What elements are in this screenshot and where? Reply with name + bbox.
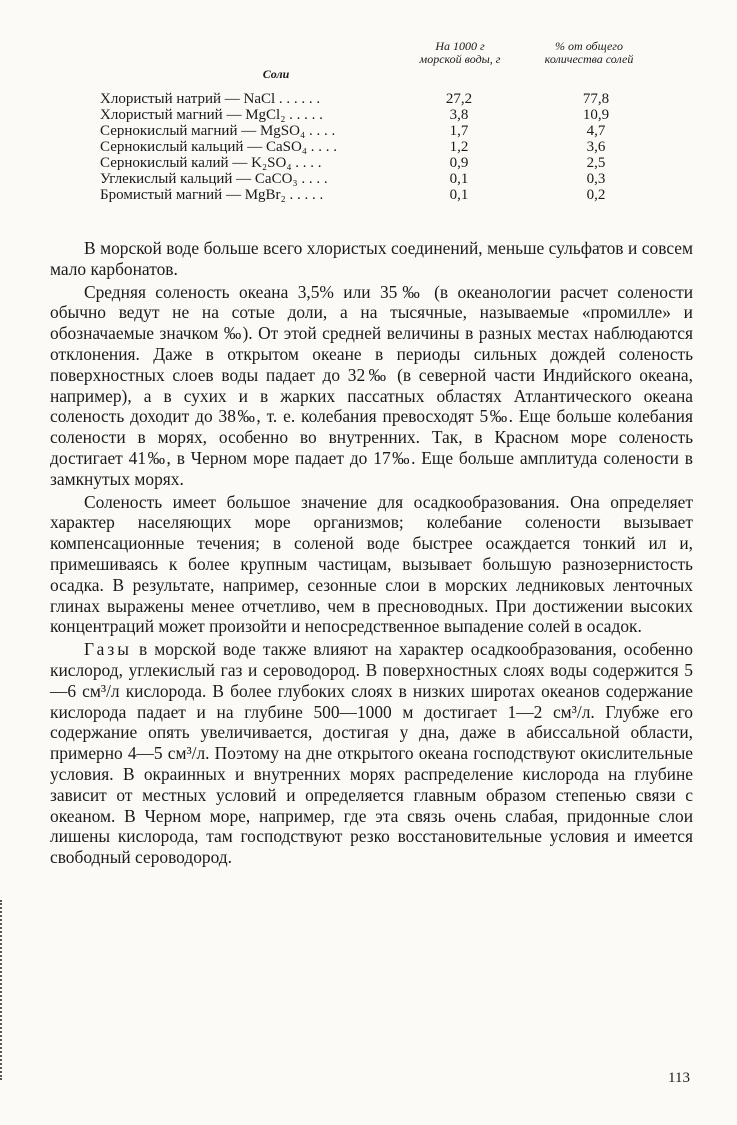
- salt-percent: 3,6: [586, 139, 606, 155]
- table-row: [100, 171, 660, 187]
- salt-name: Сернокислый кальций — CaSO₄ . . . .: [100, 139, 338, 155]
- header-percent: % от общего количества солей: [544, 39, 634, 66]
- paragraph-salinity-significance: Соленость имеет большое значение для осадкообразования. Она определяет характер населяющих море организмов; колебание солености вызывает компенсационные течения; в соленой воде быстрее осаждается тонкий ил и, примешиваясь к более крупным частицам, вызывает большую разнозернистость осадка. В результате, например, сезонные слои в морских ледниковых ленточных глинах выражены менее отчетливо, чем в пресноводных. При достижении высоких концентраций может произойти и непосредственное выпадение солей в осадок.: [50, 491, 693, 637]
- body-text: [50, 238, 693, 870]
- paragraph-gases: [50, 639, 693, 868]
- salt-percent: 4,7: [586, 123, 606, 139]
- salt-percent: 77,8: [582, 91, 610, 107]
- table-row: [100, 139, 660, 155]
- table-row: [100, 107, 660, 123]
- table-row: [100, 187, 660, 203]
- salt-name: Хлористый натрий — NaCl . . . . . .: [100, 91, 321, 107]
- salt-name: Сернокислый магний — MgSO₄ . . . .: [100, 123, 336, 139]
- salt-grams: 0,9: [449, 155, 469, 171]
- salt-grams: 27,2: [445, 91, 473, 107]
- table-row: [100, 123, 660, 139]
- table-row: [100, 91, 660, 107]
- salt-name: Сернокислый калий — K₂SO₄ . . . .: [100, 155, 322, 171]
- salt-grams: 1,2: [449, 139, 469, 155]
- salt-grams: 0,1: [449, 187, 469, 203]
- salt-name: Бромистый магний — MgBr₂ . . . . .: [100, 187, 324, 203]
- salt-percent: 0,2: [586, 187, 606, 203]
- header-grams: На 1000 г морской воды, г: [419, 39, 501, 66]
- salt-grams: 3,8: [449, 107, 469, 123]
- paragraph-composition: В морской воде больше всего хлористых соединений, меньше сульфатов и совсем мало карбонатов.: [50, 238, 693, 279]
- salt-percent: 2,5: [586, 155, 606, 171]
- gases-term: Газы: [84, 639, 132, 660]
- header-salt: Соли: [262, 67, 290, 81]
- paragraph-average-salinity: Средняя соленость океана 3,5% или 35‰ (в океанологии расчет солености обычно ведут не на сотые доли, а на тысячные, называемые «промилле» и обозначаемые значком ‰). От этой средней величины в разных местах наблюдаются отклонения. Даже в открытом океане в периоды сильных дождей соленость поверхностных слоев воды падает до 32‰ (в северной части Индийского океана, например), а в сухих и в жарких пассатных областях Атлантического океана соленость доходит до 38‰, т. е. колебания превосходят 5‰. Еще больше колебания солености в морях, особенно во внутренних. Так, в Красном море соленость достигает 41‰, в Черном море падает до 17‰. Еще больше амплитуда солености в замкнутых морях.: [50, 281, 693, 489]
- gases-text: в морской воде также влияют на характер осадкообразования, особенно кислород, углекислый газ и сероводород. В поверхностных слоях воды содержится 5—6 см³/л кислорода. В более глубоких слоях в низких широтах океанов содержание кислорода падает и на глубине 500—1000 м достигает 1—2 см³/л. Глубже его содержание опять увеличивается, достигая у дна, даже в абиссальной области, примерно 4—5 см³/л. Поэтому на дне открытого океана господствуют окислительные условия. В окраинных и внутренних морях распределение кислорода на глубине зависит от местных условий и определяется главным образом степенью связи с океаном. В Черном море, например, где эта связь очень слабая, придонные слои лишены кислорода, там господствуют резко восстановительные условия и имеется свободный сероводород.: [50, 639, 693, 868]
- table-row: [100, 155, 660, 171]
- salt-grams: 1,7: [449, 123, 469, 139]
- salt-percent: 0,3: [586, 171, 606, 187]
- scan-edge-mark: [0, 900, 6, 1080]
- salt-name: Углекислый кальций — CaCO₃ . . . .: [100, 171, 328, 187]
- salt-grams: 0,1: [449, 171, 469, 187]
- salt-percent: 10,9: [582, 107, 610, 123]
- page-number: 113: [668, 1070, 690, 1086]
- salt-name: Хлористый магний — MgCl₂ . . . . .: [100, 107, 323, 123]
